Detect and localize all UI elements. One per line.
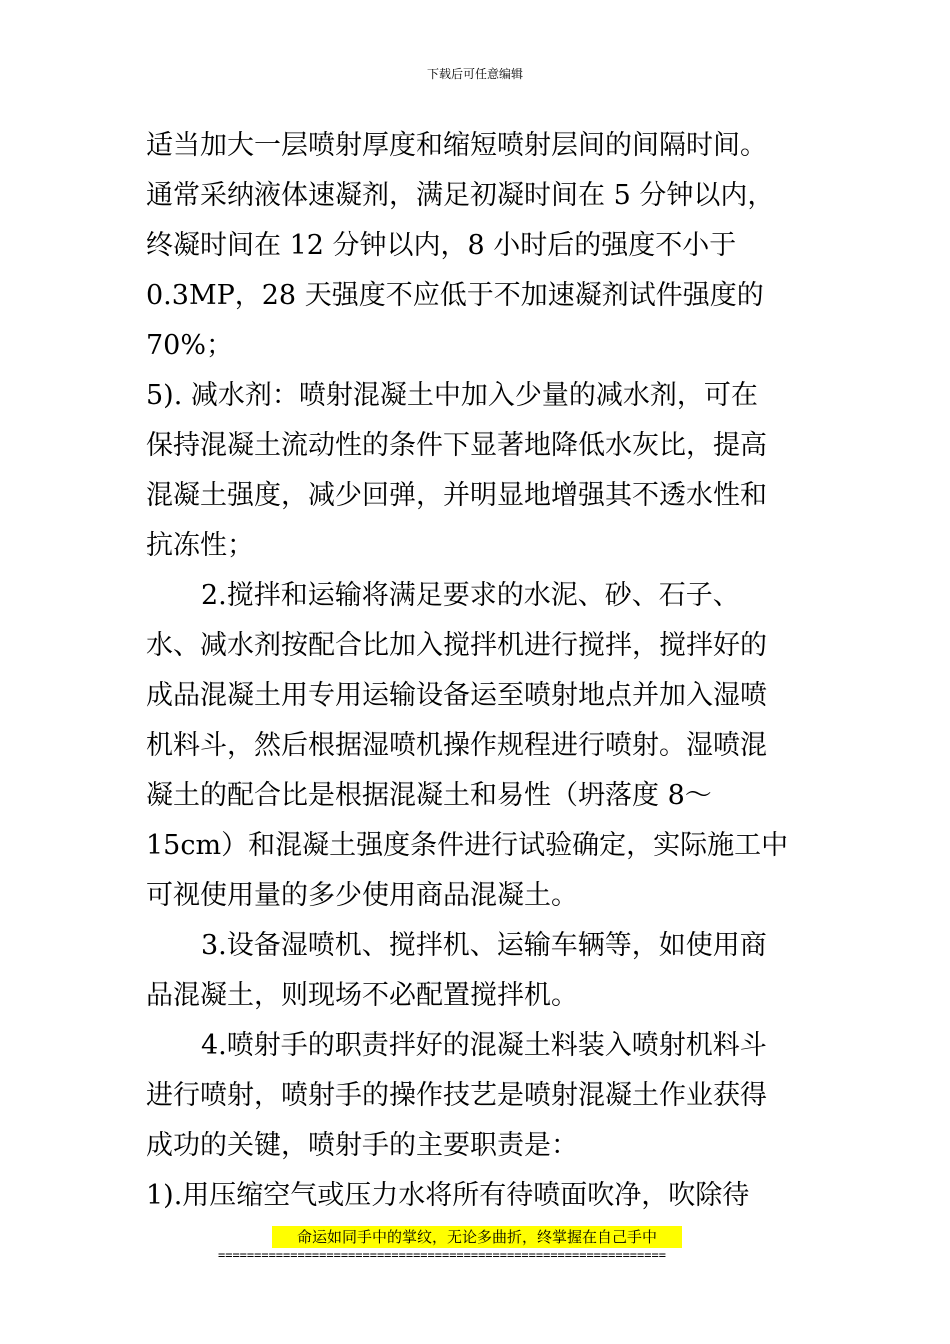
body-line: 70%； <box>146 330 234 361</box>
body-line: 机料斗，然后根据湿喷机操作规程进行喷射。湿喷混 <box>146 730 767 761</box>
body-line: 15cm）和混凝土强度条件进行试验确定，实际施工中 <box>146 830 789 861</box>
paragraph-start-line: 4.喷射手的职责拌好的混凝土料装入喷射机料斗 <box>201 1030 767 1061</box>
body-line: 5). 减水剂：喷射混凝土中加入少量的减水剂，可在 <box>146 380 758 411</box>
body-line: 成品混凝土用专用运输设备运至喷射地点并加入湿喷 <box>146 680 767 711</box>
body-line: 抗冻性； <box>146 530 254 561</box>
body-line: 终凝时间在 12 分钟以内，8 小时后的强度不小于 <box>146 230 737 261</box>
body-line: 混凝土强度，减少回弹，并明显地增强其不透水性和 <box>146 480 767 511</box>
body-line: 进行喷射，喷射手的操作技艺是喷射混凝土作业获得 <box>146 1080 767 1111</box>
body-line: 0.3MP，28 天强度不应低于不加速凝剂试件强度的 <box>146 280 764 311</box>
body-line: 1).用压缩空气或压力水将所有待喷面吹净，吹除待 <box>146 1180 750 1211</box>
paragraph-start-line: 2.搅拌和运输将满足要求的水泥、砂、石子、 <box>201 580 740 611</box>
paragraph-start-line: 3.设备湿喷机、搅拌机、运输车辆等，如使用商 <box>201 930 767 961</box>
footer-slogan: 命运如同手中的掌纹，无论多曲折，终掌握在自己手中 <box>272 1226 682 1248</box>
body-line: 保持混凝土流动性的条件下显著地降低水灰比，提高 <box>146 430 767 461</box>
page-header: 下载后可任意编辑 <box>426 67 523 81</box>
body-line: 可视使用量的多少使用商品混凝土。 <box>146 880 578 911</box>
body-line: 凝土的配合比是根据混凝土和易性（坍落度 8～ <box>146 780 712 811</box>
footer-divider: ============================================================== <box>218 1249 666 1261</box>
body-line: 水、减水剂按配合比加入搅拌机进行搅拌，搅拌好的 <box>146 630 767 661</box>
body-line: 成功的关键，喷射手的主要职责是： <box>146 1130 578 1161</box>
body-line: 品混凝土，则现场不必配置搅拌机。 <box>146 980 578 1011</box>
body-line: 适当加大一层喷射厚度和缩短喷射层间的间隔时间。 <box>146 130 767 161</box>
body-line: 通常采纳液体速凝剂，满足初凝时间在 5 分钟以内， <box>146 180 775 211</box>
